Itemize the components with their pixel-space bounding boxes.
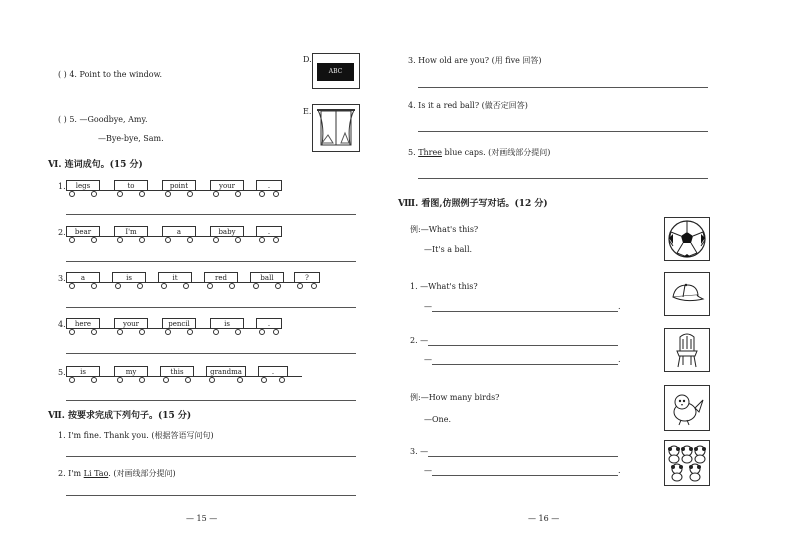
link <box>194 376 206 377</box>
item1-label: 1. —What's this? <box>410 282 478 291</box>
picture-d-letter: D. <box>303 55 312 64</box>
word-card[interactable] <box>66 366 100 384</box>
word-card[interactable] <box>210 180 244 198</box>
example2-reply: —One. <box>424 415 451 424</box>
word-card[interactable] <box>160 366 194 384</box>
picture-e-letter: E. <box>303 107 312 116</box>
word-card[interactable] <box>294 272 320 290</box>
page-number-right: — 16 — <box>528 514 560 523</box>
link <box>192 282 204 283</box>
example1-reply: —It's a ball. <box>424 245 473 254</box>
word-card-text: your <box>210 180 244 191</box>
word-card[interactable] <box>210 318 244 336</box>
link <box>100 376 114 377</box>
right-q4: 4. Is it a red ball? (做否定回答) <box>408 101 528 110</box>
link <box>148 376 160 377</box>
word-card-text: ? <box>294 272 320 283</box>
word-card[interactable] <box>204 272 238 290</box>
q5-post: blue caps. (对画线部分提问) <box>441 148 551 157</box>
word-card[interactable] <box>162 180 196 198</box>
answer-line[interactable] <box>428 456 618 457</box>
cap-icon <box>665 273 709 315</box>
q5-text: 5. —Goodbye, Amy. <box>69 115 148 124</box>
word-card-text: a <box>66 272 100 283</box>
q4-text: 4. Point to the window. <box>69 70 163 79</box>
word-card[interactable] <box>256 318 282 336</box>
window-icon <box>313 105 359 151</box>
word-card[interactable] <box>256 226 282 244</box>
ball-icon <box>665 218 709 260</box>
answer-line[interactable] <box>432 364 618 365</box>
link <box>100 190 114 191</box>
link <box>246 376 258 377</box>
word-card-text: it <box>158 272 192 283</box>
bird-icon <box>665 386 709 430</box>
link <box>244 236 256 237</box>
link <box>148 236 162 237</box>
section-7-title: Ⅶ. 按要求完成下列句子。(15 分) <box>48 411 192 421</box>
row4-num: 4. <box>58 320 66 329</box>
link <box>244 190 256 191</box>
answer-line[interactable] <box>66 456 356 457</box>
item2-dash: — <box>424 355 432 364</box>
word-card-text: . <box>256 318 282 329</box>
row2-num: 2. <box>58 228 66 237</box>
answer-line[interactable] <box>432 311 618 312</box>
link <box>238 282 250 283</box>
word-card-text: I'm <box>114 226 148 237</box>
word-card[interactable] <box>66 226 100 244</box>
dogs-picture <box>664 440 710 486</box>
word-card[interactable] <box>114 318 148 336</box>
answer-line[interactable] <box>66 214 356 215</box>
blackboard-picture <box>312 53 360 89</box>
answer-line[interactable] <box>66 495 356 496</box>
q5-reply: —Bye-bye, Sam. <box>98 134 164 143</box>
page-number-left: — 15 — <box>186 514 218 523</box>
section-8-title: Ⅷ. 看图,仿照例子写对话。(12 分) <box>398 199 548 209</box>
left-q4 <box>58 70 162 79</box>
word-card[interactable] <box>158 272 192 290</box>
word-card-text: is <box>66 366 100 377</box>
right-q5: 5. Three blue caps. (对画线部分提问) <box>408 148 551 157</box>
word-card-text: this <box>160 366 194 377</box>
right-q3: 3. How old are you? (用 five 回答) <box>408 56 542 65</box>
link <box>148 328 162 329</box>
word-card-text: legs <box>66 180 100 191</box>
word-card-text: is <box>210 318 244 329</box>
word-card[interactable] <box>258 366 288 384</box>
word-card[interactable] <box>256 180 282 198</box>
word-card-text: a <box>162 226 196 237</box>
answer-line[interactable] <box>66 307 356 308</box>
link <box>288 376 302 377</box>
item3-dash: — <box>424 466 432 475</box>
row5-num: 5. <box>58 368 66 377</box>
word-card-text: here <box>66 318 100 329</box>
chair-icon <box>665 329 709 371</box>
word-card-text: grandma <box>206 366 246 377</box>
word-card-text: . <box>258 366 288 377</box>
section7-q2 <box>58 468 176 479</box>
left-q5 <box>58 115 148 124</box>
word-card-text: red <box>204 272 238 283</box>
word-card[interactable] <box>162 226 196 244</box>
q4-paren[interactable]: ( ) <box>58 70 67 79</box>
word-card[interactable] <box>210 226 244 244</box>
link <box>196 190 210 191</box>
item1-dash: — <box>424 302 432 311</box>
cap-picture <box>664 272 710 316</box>
answer-line[interactable] <box>418 87 708 88</box>
link <box>196 328 210 329</box>
link <box>100 328 114 329</box>
link <box>196 236 210 237</box>
word-card[interactable] <box>114 226 148 244</box>
ball-picture <box>664 217 710 261</box>
word-card[interactable] <box>250 272 284 290</box>
word-card[interactable] <box>66 318 100 336</box>
dogs-icon <box>665 441 709 485</box>
q2-pre: 2. I'm <box>58 469 84 478</box>
word-card-text: . <box>256 226 282 237</box>
word-card-text: my <box>114 366 148 377</box>
section7-q1: 1. I'm fine. Thank you. (根据答语写问句) <box>58 431 214 440</box>
q5-paren[interactable]: ( ) <box>58 115 67 124</box>
word-card[interactable] <box>206 366 246 384</box>
window-picture <box>312 104 360 152</box>
word-card[interactable] <box>66 272 100 290</box>
item2-end: . <box>618 355 621 364</box>
word-card[interactable] <box>66 180 100 198</box>
word-card[interactable] <box>114 180 148 198</box>
item3-label: 3. — <box>410 447 429 456</box>
word-card[interactable] <box>114 366 148 384</box>
q2-underlined: Li Tao <box>83 469 109 478</box>
row3-num: 3. <box>58 274 66 283</box>
q5-underlined: Three <box>418 148 442 157</box>
row1-num: 1. <box>58 182 66 191</box>
answer-line[interactable] <box>432 475 618 476</box>
example1-label: 例:—What's this? <box>410 225 479 234</box>
word-card-text: your <box>114 318 148 329</box>
item2-label: 2. — <box>410 336 429 345</box>
chair-picture <box>664 328 710 372</box>
word-card-text: is <box>112 272 146 283</box>
answer-line[interactable] <box>66 353 356 354</box>
answer-line[interactable] <box>66 400 356 401</box>
link <box>284 282 294 283</box>
link <box>100 282 112 283</box>
link <box>244 328 256 329</box>
link <box>148 190 162 191</box>
word-card-text: baby <box>210 226 244 237</box>
item3-end: . <box>618 466 621 475</box>
word-card-text: . <box>256 180 282 191</box>
link <box>146 282 158 283</box>
item1-end: . <box>618 302 621 311</box>
link <box>100 236 114 237</box>
answer-line[interactable] <box>428 345 618 346</box>
bird-picture <box>664 385 710 431</box>
word-card[interactable] <box>162 318 196 336</box>
word-card[interactable] <box>112 272 146 290</box>
word-card-text: point <box>162 180 196 191</box>
answer-line[interactable] <box>418 131 708 132</box>
example2-label: 例:—How many birds? <box>410 393 500 402</box>
word-card-text: pencil <box>162 318 196 329</box>
blackboard-caption: ABC <box>317 63 354 81</box>
answer-line[interactable] <box>418 178 708 179</box>
word-card-text: bear <box>66 226 100 237</box>
answer-line[interactable] <box>66 261 356 262</box>
q2-post: . (对画线部分提问) <box>108 469 176 478</box>
word-card-text: ball <box>250 272 284 283</box>
section-6-title: Ⅵ. 连词成句。(15 分) <box>48 160 143 170</box>
word-card-text: to <box>114 180 148 191</box>
